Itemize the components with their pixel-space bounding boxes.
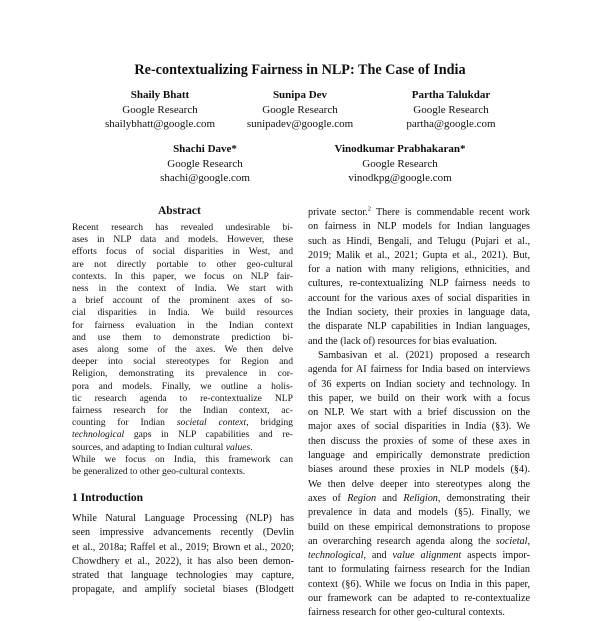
author-email: vinodkpg@google.com (348, 172, 452, 184)
text-line (72, 429, 293, 441)
italic-term: societal (495, 535, 528, 547)
intro-text (72, 512, 294, 598)
text-line: prevalence in data and models (§5). Finally, we (308, 507, 530, 519)
text-run: , bridging (246, 417, 293, 429)
abstract-text (72, 222, 293, 478)
text-line: build on these empirical demonstrations to propose (308, 521, 530, 533)
text-line (308, 492, 530, 506)
author-affiliation: Google Research (262, 103, 338, 116)
right-column-text (308, 206, 530, 621)
text-line: Recent research has revealed undesirable bi- (72, 222, 293, 233)
italic-term: values (225, 441, 251, 453)
text-line: for a nation with many religions, ethnicities, and (308, 264, 530, 276)
text-line: fairness research for other geo-cultural contexts. (308, 607, 505, 619)
text-line: 2019; Malik et al., 2021; Gupta et al., 2021). But, (308, 249, 530, 261)
author-email: sunipadev@google.com (246, 118, 354, 130)
text-run: , demonstrating their (437, 492, 530, 504)
author-name: Partha Talukdar (411, 89, 491, 101)
italic-term: value alignment (392, 550, 462, 562)
author-block (110, 142, 300, 186)
text-line: contexts. In this paper, we focus on NLP fair- (72, 270, 293, 282)
text-line (72, 442, 293, 454)
text-line: the Indian society, their proxies in language data, (308, 307, 530, 319)
text-line: fairness research for the Indian context, ac- (72, 405, 293, 417)
text-line: ases along some of the axes. We then delve (72, 344, 293, 356)
text-line: on fairness in NLP models for Indian languages (308, 221, 530, 233)
italic-term: technological (308, 550, 364, 562)
text-line: We then delve deeper into stereotypes along the (308, 478, 530, 490)
text-run: an overarching research agenda along the (308, 535, 491, 547)
author-affiliation: Google Research (362, 157, 438, 170)
italic-term: societal context (176, 417, 247, 429)
text-line (308, 549, 530, 563)
text-line: such as Hindi, Bengali, and Telugu (Pujari et al., (308, 235, 530, 247)
author-block (356, 88, 546, 132)
text-line: be generalized to other geo-cultural contexts. (72, 466, 246, 478)
text-line: are not directly portable to other geo-cultural (72, 258, 293, 270)
text-line: cultures, re-contextualizing NLP fairness needs to (308, 278, 530, 290)
author-block (305, 142, 495, 186)
text-line: Sambasivan et al. (2021) proposed a research (318, 349, 530, 361)
text-line: deeper into social stereotypes for Region and (72, 356, 293, 368)
text-line: then discuss the proxies of some of these axes in (308, 435, 530, 447)
text-line: major axes of social disparities in India (§3). We (308, 421, 530, 433)
text-line (308, 535, 530, 549)
text-line: pora and models. Finally, we outline a holis- (72, 380, 293, 392)
text-line: and use them to demonstrate prediction bi- (72, 331, 293, 343)
text-run: aspects impor- (461, 550, 530, 562)
text-line: While Natural Language Processing (NLP) has (72, 513, 294, 524)
text-line: a brief account of the prominent axes of so- (72, 295, 293, 307)
abstract-heading: Abstract (158, 205, 201, 217)
author-name: Sunipa Dev (272, 89, 328, 101)
author-affiliation: Google Research (167, 157, 243, 170)
text-line: the disparate NLP capabilities in Indian languages, (308, 321, 530, 333)
text-line: context (§6). While we focus on India in this paper, (308, 578, 530, 590)
text-line: et al., 2018a; Raffel et al., 2019; Brown et al., 2020; (72, 541, 294, 553)
text-run: , (527, 535, 531, 547)
paper-title: Re-contextualizing Fairness in NLP: The Case of India (134, 62, 466, 78)
text-line: and the (lack of) resources for bias evaluation. (308, 335, 497, 347)
text-line: efforts focus of social disparities in West, and (72, 246, 293, 258)
text-line: for fairness evaluation in the Indian context (72, 319, 293, 331)
text-run: private sector. (308, 207, 368, 218)
text-run: , and (363, 550, 393, 562)
text-run: gaps in NLP capabilities and re- (124, 429, 293, 441)
author-email: shailybhatt@google.com (104, 118, 216, 130)
text-run: There is commendable recent work (370, 207, 530, 218)
text-line: account for the various axes of social disparities in (308, 292, 530, 304)
author-affiliation: Google Research (413, 103, 489, 116)
text-run: axes of (308, 492, 341, 504)
italic-term: Region (347, 492, 377, 504)
text-line (308, 206, 530, 220)
author-email: shachi@google.com (160, 172, 250, 184)
author-affiliation: Google Research (122, 103, 198, 116)
text-line: While we focus on India, this framework can (72, 453, 293, 465)
text-line: propagate, and amplify societal biases (Blodgett (72, 584, 294, 596)
text-run: and (376, 492, 404, 504)
author-name: Shachi Dave* (173, 143, 237, 155)
author-email: partha@google.com (406, 118, 496, 130)
text-line: strated that language technologies may capture, (72, 570, 294, 582)
italic-term: technological (72, 429, 125, 441)
text-line: tic research agenda to re-contextualize NLP (72, 392, 293, 404)
text-line: cial disparities in India. We build resources (72, 307, 293, 319)
author-name: Vinodkumar Prabhakaran* (334, 143, 466, 155)
footnote-marker[interactable]: 2 (367, 205, 371, 213)
text-line: of 36 experts on Indian society and technology. In (308, 378, 530, 390)
text-line: Chowdhery et al., 2022), it has also been demon- (72, 555, 294, 567)
section-heading: 1 Introduction (72, 492, 144, 504)
text-run: counting for Indian (72, 417, 165, 429)
text-run: sources, and adapting to Indian cultural (72, 441, 224, 453)
text-run: . (250, 441, 253, 453)
text-line: Religion, demonstrating its prevalence in cor- (72, 368, 293, 380)
text-line: language and empirically demonstrate prediction (308, 450, 530, 462)
italic-term: Religion (403, 492, 438, 504)
text-line: ases in NLP data and models. However, these (72, 234, 293, 246)
text-line: ness in the context of India. We start with (72, 283, 293, 295)
text-line (72, 417, 293, 429)
text-line: this paper, we build on their work with a focus (308, 392, 530, 404)
author-name: Shaily Bhatt (130, 89, 190, 101)
text-line: biases around these proxies in NLP models (§4). (308, 464, 530, 476)
text-line: agenda for AI fairness for India based on interviews (308, 364, 530, 376)
text-line: our framework can be adapted to re-contextualize (308, 593, 530, 605)
text-line: tant to formulating fairness research for the Indian (308, 564, 530, 576)
text-line: seen impressive advancements recently (Devlin (72, 527, 294, 539)
text-line: on NLP. We start with a brief discussion on the (308, 407, 530, 419)
